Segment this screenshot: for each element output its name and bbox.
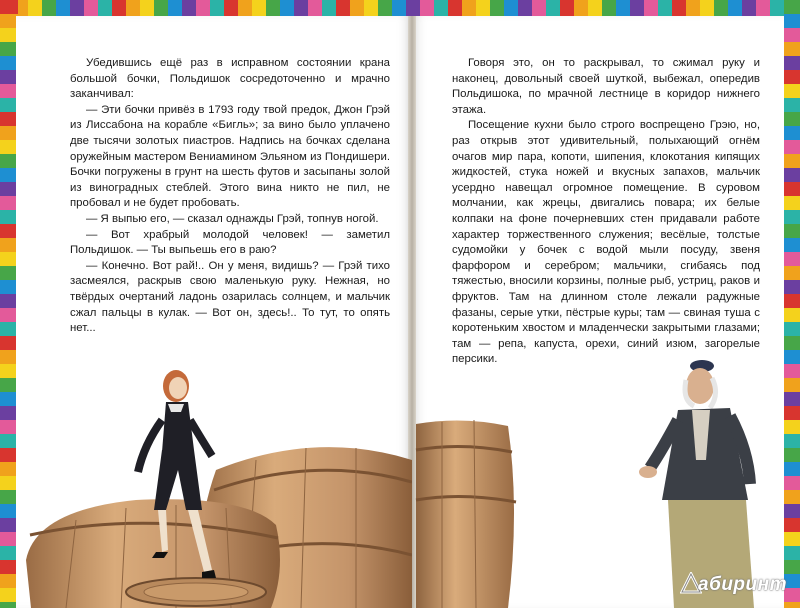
barrel-front — [126, 578, 266, 606]
left-paragraph: — Эти бочки привёз в 1793 году твой предок, Джон Грэй из Лиссабона на корабле «Бигль»; за вино было уплачено две тысячи золотых пиастров. Надпись на бочках сделана оружейным мастером Вениамином Эльяном из Пондишери. Бочки погружены в грунт на шесть футов и засыпаны золой из виноградных стеблей. Этого вина никто не пил, не пробовал и не будет пробовать. — [70, 103, 390, 210]
labirint-watermark — [680, 570, 790, 600]
right-paragraph: Говоря это, он то раскрывал, то сжимал руку и наконец, довольный своей шуткой, выбежал, опередив Польдишока, по мрачной лестнице в коридор нижнего этажа. — [452, 57, 760, 116]
left-paragraph: — Конечно. Вот рай!.. Он у меня, видишь? — Грэй тихо засмеялся, раскрыв свою маленькую руку. Нежная, но твёрдых очертаний ладонь озарилась солнцем, и мальчик сжал пальцы в кулак. — Вот он, здесь!.. То тут, то опять нет... — [70, 259, 390, 335]
barrel-right-page — [416, 420, 516, 608]
left-paragraph: — Я выпью его, — сказал однажды Грэй, топнув ногой. — [86, 212, 379, 225]
left-paragraph: — Вот храбрый молодой человек! — заметил Польдишок. — Ты выпьешь его в раю? — [70, 228, 390, 257]
right-paragraph: Посещение кухни было строго воспрещено Грэю, но, раз открыв этот удивительный, полыхающий огнём очагов мир пара, копоти, шипения, клокотания кипящих жидкостей, стука ножей и вкусных запахов, мальчик усердно навещал огромное помещение. В суровом молчании, как жрецы, двигались повара; их белые колпаки на фоне почерневших стен придавали работе характер торжественного служения; весёлые, толстые судомойки у бочек с водой мыли посуду, звеня фарфором и серебром; мальчики, сгибаясь под тяжестью, вносили корзины, полные рыб, устриц, раков и фруктов. Там на длинном столе лежали радужные фазаны, серые утки, пёстрые куры; там — свиная туша с коротеньким хвостом и младенчески закрытыми глазами; там — репа, капуста, орехи, синий изюм, загорелые персики. — [452, 119, 760, 366]
left-paragraph: Убедившись ещё раз в исправном состоянии крана большой бочки, Польдишок сосредоточенно и мрачно заканчивал: — [70, 57, 390, 101]
rainbow-border-right — [784, 0, 800, 608]
watermark-text: абиринт — [698, 574, 788, 595]
right-page-text — [452, 56, 760, 368]
illustration-girl-on-barrels — [16, 360, 412, 608]
left-page-text — [70, 56, 390, 337]
